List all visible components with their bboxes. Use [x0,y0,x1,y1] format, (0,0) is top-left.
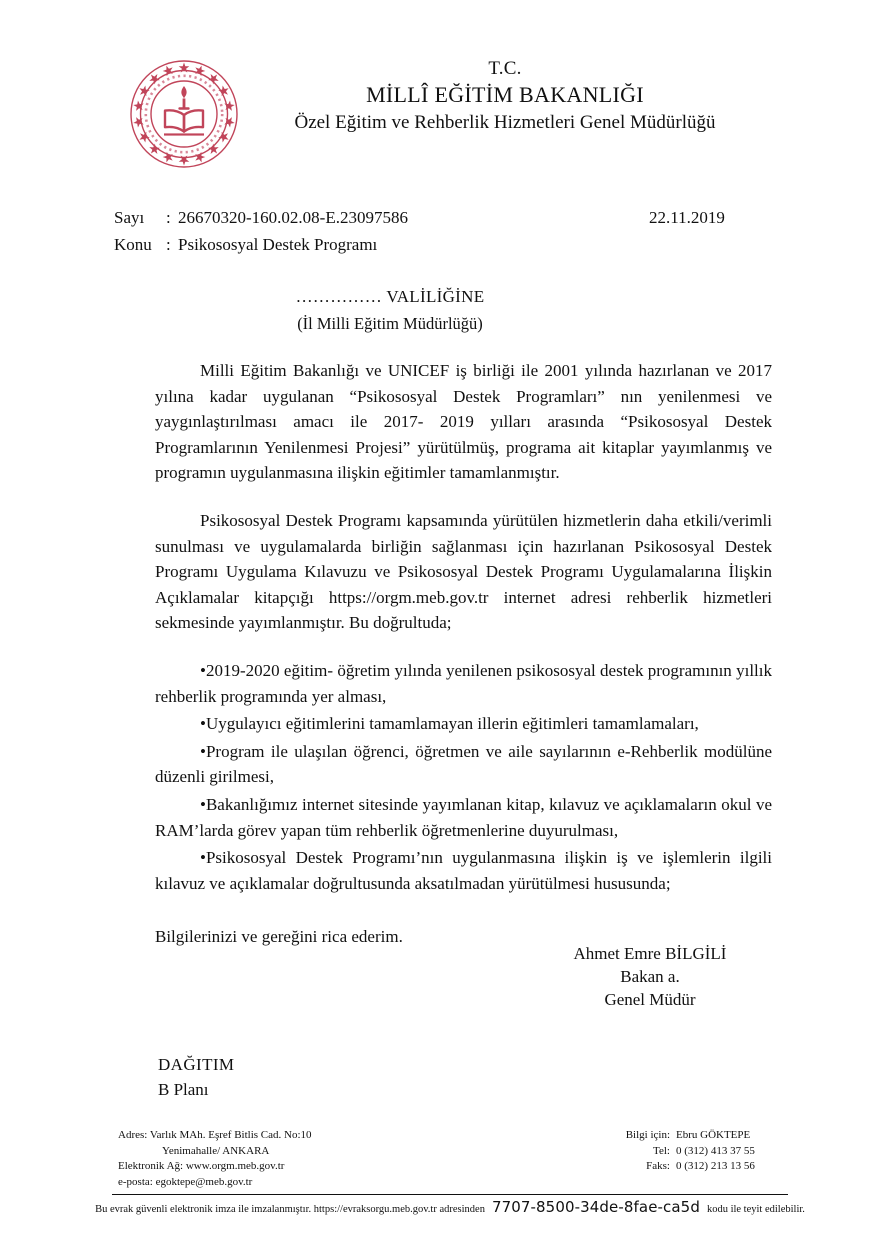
addressee-sub: (İl Milli Eğitim Müdürlüğü) [297,314,483,333]
body-paragraph-2: Psikososyal Destek Programı kapsamında yürütülen hizmetlerin daha etkili/verimli sunulması ve uygulamalarda birliğin sağlanması için hazırlanan Psikososyal Destek Programı Uygulama Kılavuzu ve Psikososyal Destek Programı Uygulamalarına İlişkin Açıklamalar kitapçığı https://orgm.meb.gov.tr internet adresi rehberlik hizmetleri sekmesinde yayımlanmıştır. Bu doğrultuda; [155,510,772,633]
reference-number-value: 26670320-160.02.08-E.23097586 [178,208,408,227]
signatory-name: Ahmet Emre BİLGİLİ [573,944,727,963]
body-closing: Bilgilerinizi ve gereğini rica ederim. [155,927,403,947]
body-bullet-1: •2019-2020 eğitim- öğretim yılında yenilenen psikososyal destek programının yıllık rehberlik programında yer alması, [155,660,772,706]
body-bullet-2: •Uygulayıcı eğitimlerini tamamlamayan illerin eğitimleri tamamlamaları, [200,714,699,734]
republic-label: T.C. [488,58,522,79]
ministry-name: MİLLÎ EĞİTİM BAKANLIĞI [366,82,644,107]
footer-address-line-2: Yenimahalle/ ANKARA [162,1144,270,1157]
footer-contact-row [626,1128,788,1144]
esignature-verification-bar [95,1194,805,1217]
footer-fax-value: 0 (312) 213 13 56 [676,1160,755,1172]
signatory-title-2: Genel Müdür [604,990,696,1009]
footer-contact-block [626,1128,788,1175]
footer-fax-label: Faks: [646,1160,670,1172]
footer [110,1128,788,1198]
reference-number-label: Sayı [114,208,145,227]
distribution-title: DAĞITIM [158,1055,235,1074]
reference-subject-value: Psikososyal Destek Programı [178,235,378,254]
signature-block [520,942,780,1011]
reference-block [114,204,770,258]
footer-email-line: e-posta: egoktepe@meb.gov.tr [118,1175,253,1188]
footer-address-block [118,1128,312,1190]
distribution-block [158,1052,234,1102]
document-body [155,358,772,950]
addressee-main: …………… VALİLİĞİNE [295,287,485,306]
department-name: Özel Eğitim ve Rehberlik Hizmetleri Genel Müdürlüğü [294,112,716,133]
body-bullet-4: •Bakanlığımız internet sitesinde yayımlanan kitap, kılavuz ve açıklamaların okul ve RAM’larda görev yapan tüm rehberlik öğretmenlerine duyurulması, [155,794,772,840]
letterhead-text [240,56,770,136]
reference-number-row [114,204,770,231]
body-bullet-3: •Program ile ulaşılan öğrenci, öğretmen ve aile sayılarının e-Rehberlik modülüne düzenli girilmesi, [155,741,772,787]
footer-fax-row [626,1159,788,1175]
footer-phone-value: 0 (312) 413 37 55 [676,1144,755,1157]
footer-contact-label: Bilgi için: [625,1129,670,1141]
footer-phone-row [626,1144,788,1160]
letterhead [110,56,770,174]
footer-phone-label: Tel: [653,1144,670,1157]
document-date: 22.11.2019 [649,208,725,227]
reference-subject-row [114,231,770,258]
addressee-block [110,283,670,337]
reference-subject-label: Konu [114,235,152,254]
body-paragraph-1: Milli Eğitim Bakanlığı ve UNICEF iş birliği ile 2001 yılında hazırlanan ve 2017 yılına kadar uygulanan “Psikososyal Destek Programları” nın yenilenmesi ve yaygınlaştırılması amacı ile 2017- 2019 yılları arasında “Psikososyal Destek Programlarının Yenilenmesi Projesi” yürütülmüş, programa ait kitaplar yayımlanmış ve programın uygulanmasına ilişkin eğitimler tamamlanmıştır. [155,361,772,483]
reference-subject-colon: : [166,235,171,254]
signatory-title-1: Bakan a. [620,967,680,986]
esignature-verification-code: 7707-8500-34de-8fae-ca5d [491,1198,700,1216]
footer-address-line-1: Adres: Varlık MAh. Eşref Bitlis Cad. No:10 [118,1129,312,1141]
turkish-ministry-of-education-emblem-icon [128,58,240,170]
esignature-prefix: Bu evrak güvenli elektronik imza ile imzalanmıştır. https://evraksorgu.meb.gov.tr adresinden [95,1204,485,1215]
distribution-plan: B Planı [158,1080,209,1099]
reference-number-colon: : [166,208,171,227]
esignature-suffix: kodu ile teyit edilebilir. [706,1204,805,1215]
footer-contact-name: Ebru GÖKTEPE [676,1129,751,1141]
body-bullet-5: •Psikososyal Destek Programı’nın uygulanmasına ilişkin iş ve işlemlerin ilgili kılavuz ve açıklamalar doğrultusunda aksatılmadan yürütülmesi hususunda; [155,848,772,893]
footer-web-line: Elektronik Ağ: www.orgm.meb.gov.tr [118,1160,285,1172]
